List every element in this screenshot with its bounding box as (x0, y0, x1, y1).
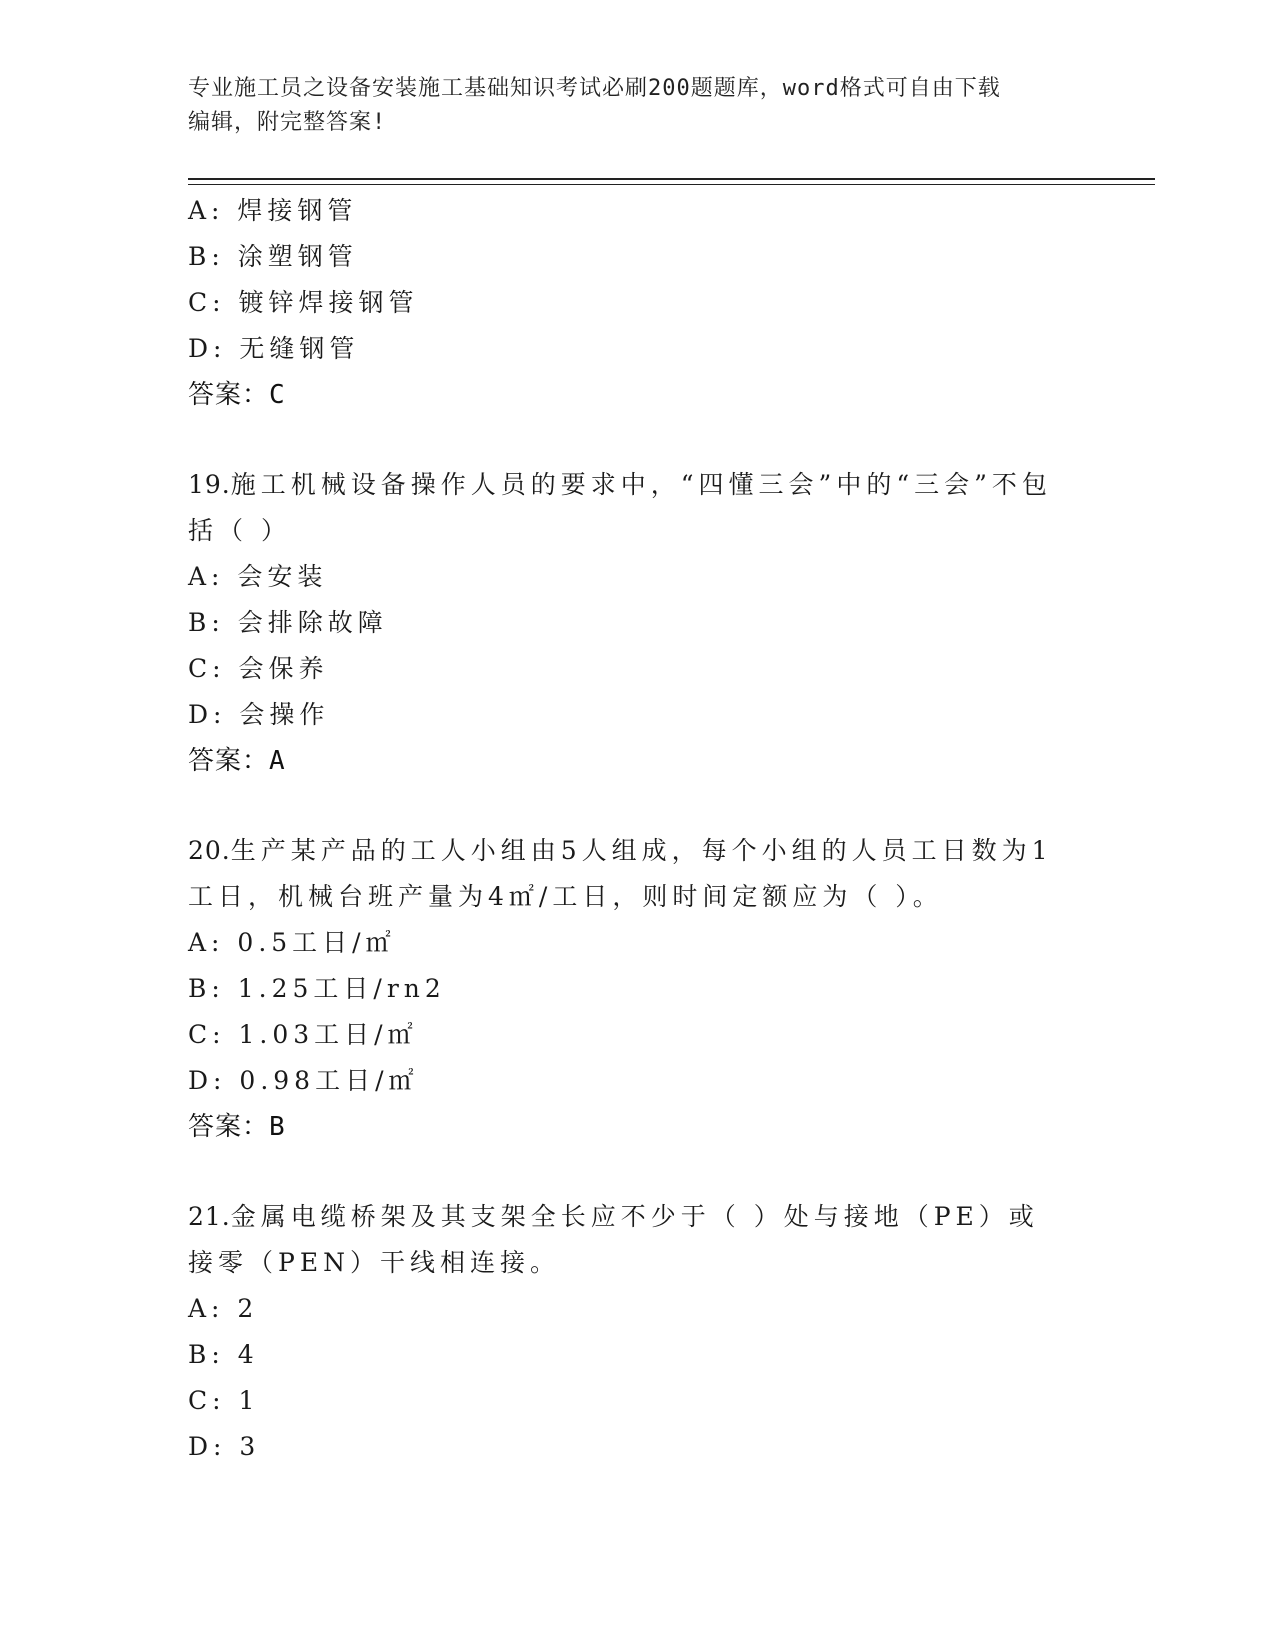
answer-line: 答案：C (188, 380, 286, 410)
header-line-1: 专业施工员之设备安装施工基础知识考试必刷200题题库，word格式可自由下载 (188, 76, 1001, 101)
option-d: D: 无缝钢管 (188, 334, 360, 363)
question-20-block (188, 828, 1088, 1150)
option-c: C: 1 (188, 1386, 260, 1415)
question-text (188, 462, 1068, 554)
question-list (188, 188, 1088, 1470)
question-text (188, 1194, 1068, 1286)
question-number: 20. (188, 836, 231, 865)
question-21-block (188, 1194, 1088, 1470)
option-b: B: 会排除故障 (188, 608, 388, 637)
option-d: D: 会操作 (188, 700, 330, 729)
option-c: C: 会保养 (188, 654, 329, 683)
question-number: 19. (188, 470, 231, 499)
option-a: A: 0.5工日/㎡ (188, 928, 396, 957)
option-b: B: 涂塑钢管 (188, 242, 358, 271)
header-line-2: 编辑，附完整答案! (188, 110, 387, 135)
option-a: A: 焊接钢管 (188, 196, 358, 225)
question-stem: 生产某产品的工人小组由5人组成，每个小组的人员工日数为1工日，机械台班产量为4㎡/工日，则时间定额应为（ ）。 (188, 836, 1053, 911)
question-number: 21. (188, 1202, 231, 1231)
answer-line: 答案：A (188, 746, 286, 776)
header-divider (188, 178, 1155, 180)
option-a: A: 会安装 (188, 562, 328, 591)
header-divider-thin (188, 184, 1155, 185)
question-stem: 施工机械设备操作人员的要求中，“四懂三会”中的“三会”不包括（ ） (188, 470, 1052, 545)
option-d: D: 0.98工日/㎡ (188, 1066, 419, 1095)
question-18-block (188, 188, 1088, 418)
option-b: B: 1.25工日/rn2 (188, 974, 446, 1003)
option-b: B: 4 (188, 1340, 259, 1369)
option-a: A: 2 (188, 1294, 259, 1323)
question-stem: 金属电缆桥架及其支架全长应不少于（ ）处与接地（PE）或接零（PEN）干线相连接。 (188, 1202, 1039, 1277)
option-c: C: 1.03工日/㎡ (188, 1020, 418, 1049)
answer-line: 答案：B (188, 1112, 286, 1142)
question-19-block (188, 462, 1088, 784)
option-c: C: 镀锌焊接钢管 (188, 288, 419, 317)
document-header (188, 72, 1068, 140)
question-text (188, 828, 1068, 920)
option-d: D: 3 (188, 1432, 261, 1461)
